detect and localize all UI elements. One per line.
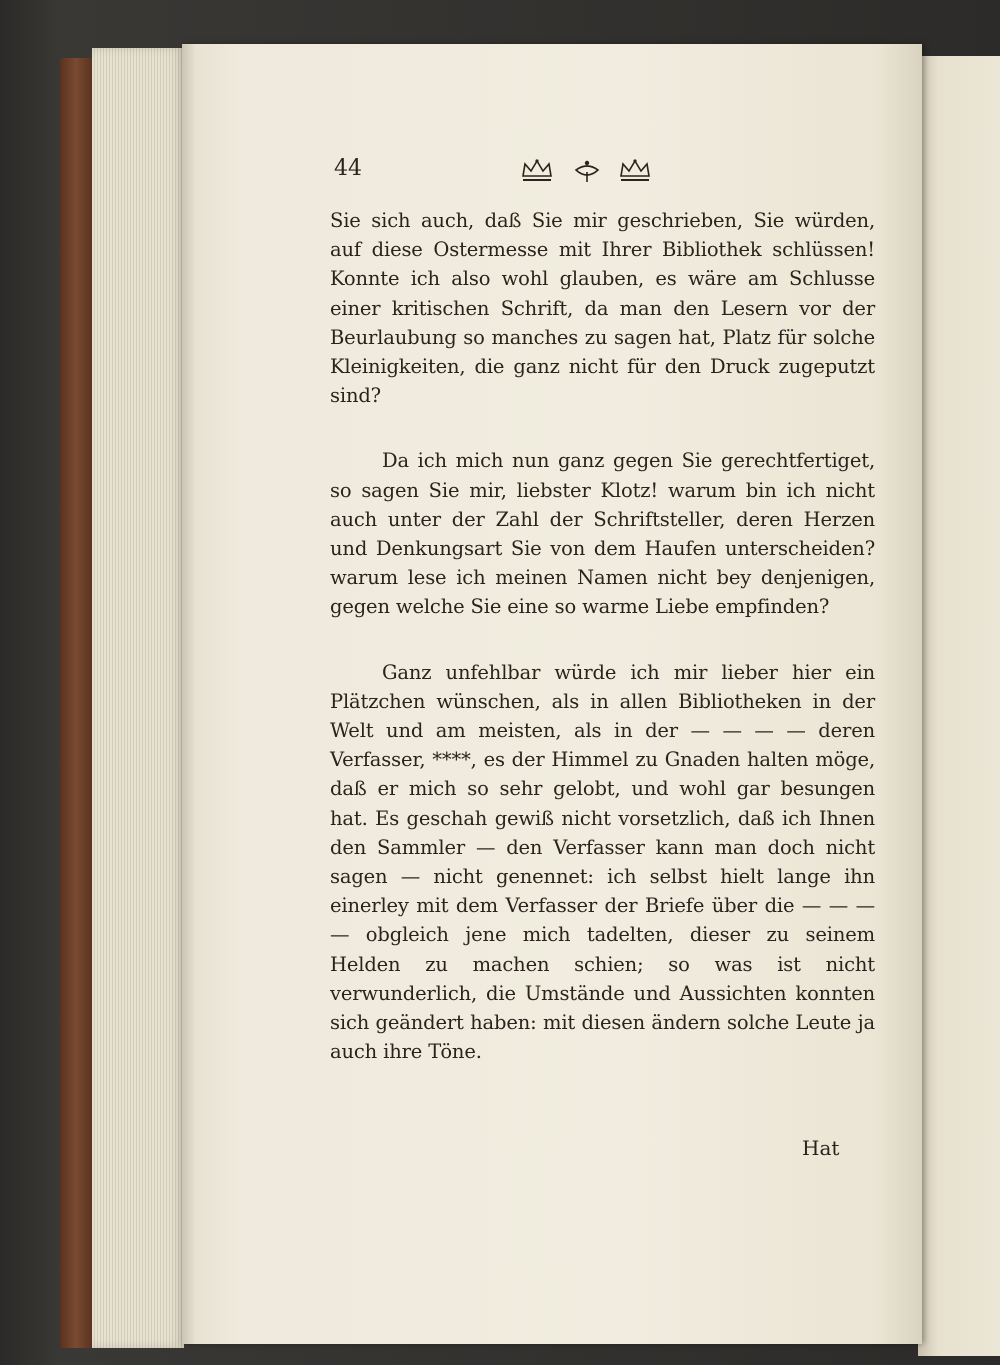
crown-ornament-icon — [618, 158, 652, 184]
body-text — [330, 206, 875, 1102]
page-stack-edges — [92, 48, 184, 1348]
facing-page-edge — [918, 56, 1000, 1356]
page-header — [334, 156, 694, 192]
gutter-shadow — [182, 44, 196, 1344]
page-number: 44 — [334, 156, 362, 181]
paragraph-3: Ganz unfehlbar würde ich mir lieber hier ein Plätzchen wünschen, als in allen Bibliotheken in der Welt und am meisten, als in der — — — — deren Verfasser, ****, es der Himmel zu Gnaden halten möge, daß er mich so sehr gelobt, und wohl gar besungen hat. Es geschah gewiß nicht vorsetzlich, daß ich Ihnen den Sammler — den Verfasser kann man doch nicht sagen — nicht genennet: ich selbst hielt lange ihn einerley mit dem Verfasser der Briefe über die — — — — obgleich jene mich tadelten, dieser zu seinem Helden zu machen schien; so was ist nicht verwunderlich, die Umstände und Aussichten konnten sich geändert haben: mit diesen ändern solche Leute ja auch ihre Töne. — [330, 660, 875, 1064]
catchword: Hat — [802, 1136, 840, 1160]
crown-ornament-icon — [520, 158, 554, 184]
fleuron-ornament-icon — [570, 158, 604, 184]
paragraph-1: Sie sich auch, daß Sie mir geschrieben, Sie würden, auf diese Ostermesse mit Ihrer Bibliothek schlüssen! Konnte ich also wohl glauben, es wäre am Schlusse einer kritischen Schrift, da man den Lesern vor der Beurlaubung so manches zu sagen hat, Platz für solche Kleinigkeiten, die ganz nicht für den Druck zugeputzt sind? — [330, 209, 875, 408]
book-page — [182, 44, 922, 1344]
paragraph-2: Da ich mich nun ganz gegen Sie gerechtfertiget, so sagen Sie mir, liebster Klotz! warum bin ich nicht auch unter der Zahl der Schriftsteller, deren Herzen und Denkungsart Sie von dem Haufen unterscheiden? warum lese ich meinen Namen nicht bey denjenigen, gegen welche Sie eine so warme Liebe empfinden? — [330, 449, 875, 619]
